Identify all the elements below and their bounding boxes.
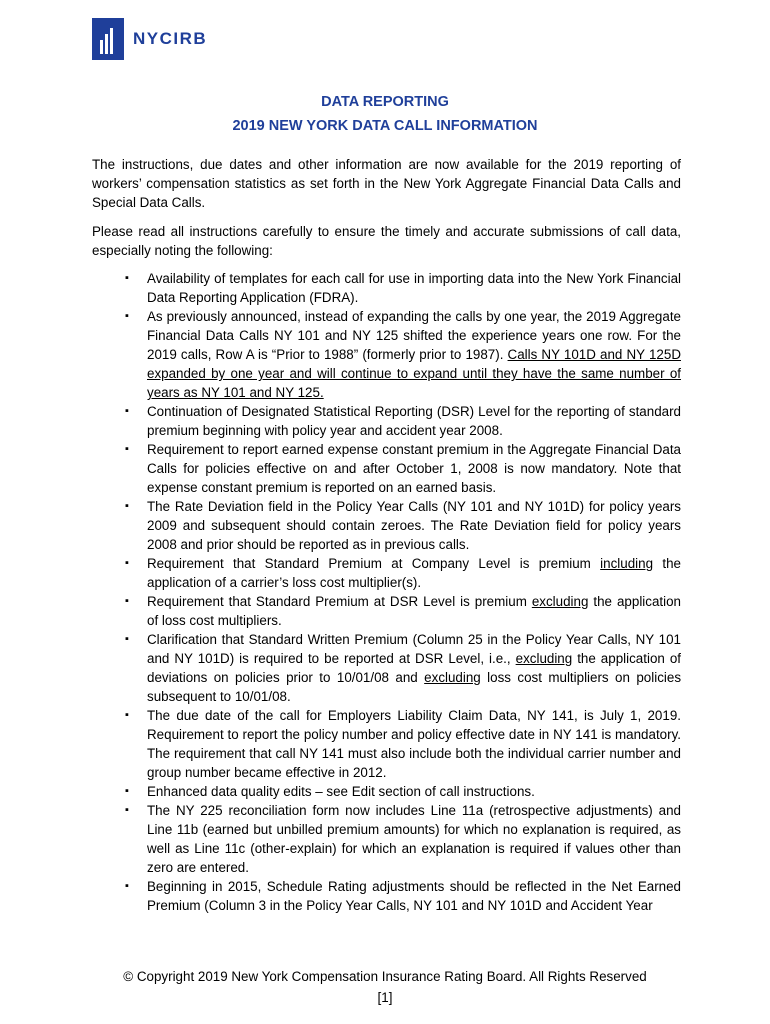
bullet-item: ▪ Requirement that Standard Premium at DSR Level is premium excluding the application of loss cost multipliers. [92, 592, 681, 630]
nycirb-logo [92, 18, 207, 60]
intro-paragraph-2: Please read all instructions carefully to ensure the timely and accurate submissions of call data, especially noting the following: [92, 224, 681, 258]
copyright-footer: © Copyright 2019 New York Compensation Insurance Rating Board. All Rights Reserved [123, 969, 647, 984]
bullet-item: ▪ The Rate Deviation field in the Policy Year Calls (NY 101 and NY 101D) for policy years 2009 and subsequent should contain zeroes. The Rate Deviation field for policy years 2008 and prior should be reported as in previous calls. [92, 497, 681, 554]
heading-line-1: DATA REPORTING [321, 94, 449, 110]
bullet-item: ▪ Enhanced data quality edits – see Edit section of call instructions. [92, 782, 681, 801]
bullet-item: ▪ Requirement that Standard Premium at Company Level is premium including the application of a carrier’s loss cost multiplier(s). [92, 554, 681, 592]
heading-line-2: 2019 NEW YORK DATA CALL INFORMATION [232, 118, 538, 134]
bullet-item: ▪ As previously announced, instead of expanding the calls by one year, the 2019 Aggregate Financial Data Calls NY 101 and NY 125 shifted the experience years one row. For the 2019 calls, Row A is “Prior to 1988” (formerly prior to 1987). Calls NY 101D and NY 125D expanded by one year and will continue to expand until they have the same number of years as NY 101 and NY 125. [92, 307, 681, 402]
bullet-item: ▪ Clarification that Standard Written Premium (Column 25 in the Policy Year Calls, NY 101 and NY 101D) is required to be reported at DSR Level, i.e., excluding the application of deviations on policies prior to 10/01/08 and excluding loss cost multipliers on policies subsequent to 10/01/08. [92, 630, 681, 706]
bullet-item: ▪ Continuation of Designated Statistical Reporting (DSR) Level for the reporting of standard premium beginning with policy year and accident year 2008. [92, 402, 681, 440]
intro-paragraph-1: The instructions, due dates and other information are now available for the 2019 reporting of workers’ compensation statistics as set forth in the New York Aggregate Financial Data Calls and Special Data Calls. [92, 157, 681, 210]
bullet-list [92, 269, 681, 915]
bullet-item: ▪ Availability of templates for each call for use in importing data into the New York Financial Data Reporting Application (FDRA). [92, 269, 681, 307]
nycirb-logo-mark [92, 18, 124, 60]
page-number: [1] [377, 990, 393, 1005]
bullet-item: ▪ Requirement to report earned expense constant premium in the Aggregate Financial Data Calls for policies effective on and after October 1, 2008 is now mandatory. Note that expense constant premium is reported on an earned basis. [92, 440, 681, 497]
logo-text: NYCIRB [133, 29, 208, 48]
bullet-item: ▪ The NY 225 reconciliation form now includes Line 11a (retrospective adjustments) and Line 11b (earned but unbilled premium amounts) for which no explanation is required, as well as Line 11c (other-explain) for which an explanation is required if values other than zero are entered. [92, 801, 681, 877]
bullet-item: ▪ Beginning in 2015, Schedule Rating adjustments should be reflected in the Net Earned Premium (Column 3 in the Policy Year Calls, NY 101 and NY 101D and Accident Year [92, 877, 681, 915]
bullet-item: ▪ The due date of the call for Employers Liability Claim Data, NY 141, is July 1, 2019. Requirement to report the policy number and policy effective date in NY 141 is mandatory. The requirement that call NY 141 must also include both the individual carrier number and group number became effective in 2012. [92, 706, 681, 782]
